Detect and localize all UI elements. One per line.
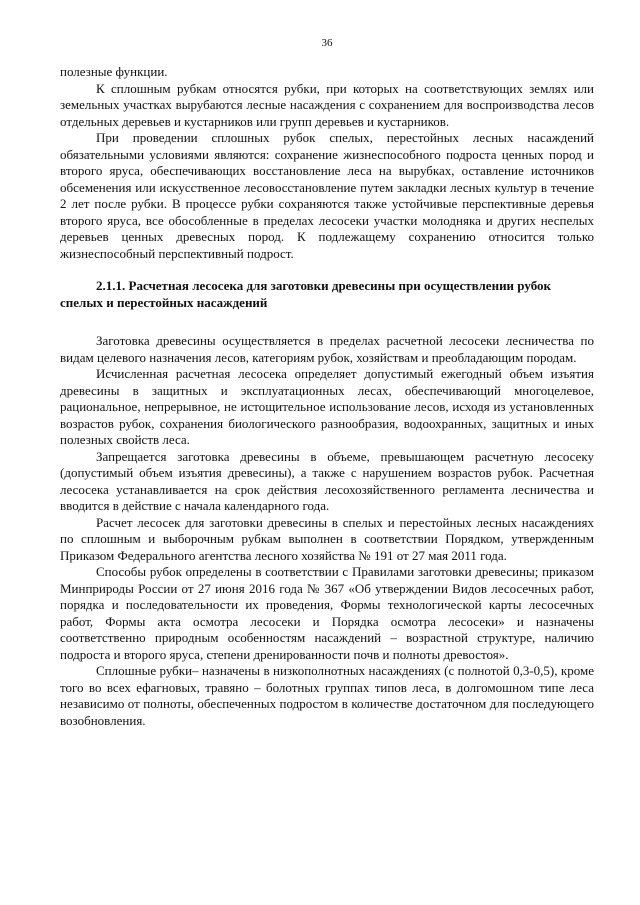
paragraph-calculation-order: Расчет лесосек для заготовки древесины в спелых и перестойных лесных насаждениях по сплошным и выборочным рубкам выполнен в соответствии Порядком, утвержденным Приказом Федерального агентства лесного хозяйства № 191 от 27 мая 2011 года. [60, 514, 594, 563]
paragraph-harvest-limits: Заготовка древесины осуществляется в пределах расчетной лесосеки лесничества по видам целевого назначения лесов, категориям рубок, хозяйствам и преобладающим породам. [60, 333, 594, 365]
paragraph-continuation: полезные функции. [60, 64, 168, 79]
paragraph-cutting-methods: Способы рубок определены в соответствии с Правилами заготовки древесины; приказом Минприроды России от 27 июня 2016 года № 367 «Об утверждении Видов лесосечных работ, порядка и последовательности их проведения, Формы технологической карты лесосечных работ, Формы акта осмотра лесосеки и Порядка осмотра лесосеки» и назначены соответственно природным особенностям насаждений – возрастной структуре, наличию подроста и второго яруса, степени дренированности почв и полноты древостоя». [60, 564, 594, 662]
section-heading: 2.1.1. Расчетная лесосека для заготовки древесины при осуществлении рубок спелых и перестойных насаждений [60, 278, 552, 310]
paragraph-clear-cut-definition: К сплошным рубкам относятся рубки, при которых на соответствующих землях или земельных участках вырубаются лесные насаждения с сохранением для воспроизводства лесов отдельных деревьев и кустарников или групп деревьев и кустарников. [60, 80, 594, 129]
paragraph-prohibition: Запрещается заготовка древесины в объеме, превышающем расчетную лесосеку (допустимый объем изъятия древесины), а также с нарушением возрастов рубок. Расчетная лесосека устанавливается на срок действия лесохозяйственного регламента лесничества и вводится в действие с начала календарного года. [60, 448, 594, 513]
paragraph-calculated-cutting-area: Исчисленная расчетная лесосека определяет допустимый ежегодный объем изъятия древесины в защитных и эксплуатационных лесах, обеспечивающий многоцелевое, рациональное, непрерывное, не истощительное использование лесов, исходя из установленных возрастов рубок, сохранения биологического разнообразия, водоохранных, защитных и иных полезных свойств леса. [60, 366, 594, 447]
document-page [60, 36, 594, 729]
paragraph-clear-cuts-assigned: Сплошные рубки– назначены в низкополнотных насаждениях (с полнотой 0,3-0,5), кроме того во всех ефагновых, травяно – болотных группах типов леса, в долгомошном типе леса независимо от полноты, обеспеченных подростом в количестве достаточном для последующего возобновления. [60, 663, 594, 728]
paragraph-clear-cut-conditions: При проведении сплошных рубок спелых, перестойных лесных насаждений обязательными условиями являются: сохранение жизнеспособного подроста ценных пород и второго яруса, обеспечивающих восстановление леса на вырубках, оставление источников обсеменения или искусственное лесовосстановление путем закладки лесных культур в течение 2 лет после рубки. В процессе рубки сохраняются также устойчивые перспективные деревья второго яруса, все обособленные в пределах лесосеки участки молодняка и других неспелых деревьев ценных древесных пород. К подлежащему сохранению относится только жизнеспособный перспективный подрост. [60, 130, 594, 261]
page-number: 36 [321, 37, 333, 49]
